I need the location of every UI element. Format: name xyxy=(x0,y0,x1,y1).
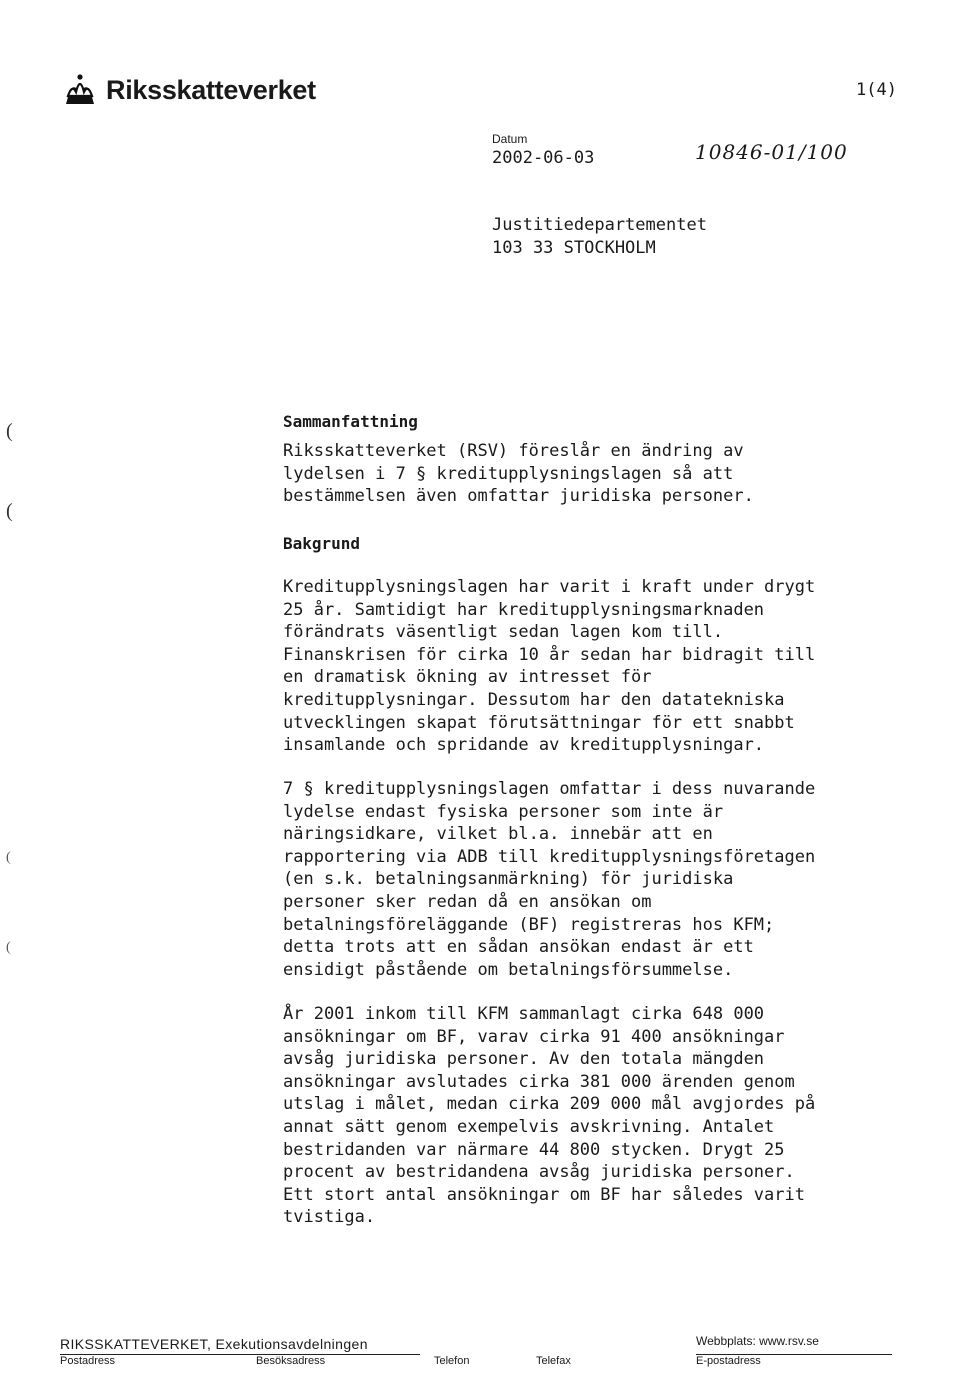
handwritten-reference: 10846-01/100 xyxy=(695,140,848,164)
crown-icon xyxy=(60,72,100,108)
footer-epostadress-label: E-postadress xyxy=(696,1355,761,1367)
footer-title: RIKSSKATTEVERKET, Exekutionsavdelningen xyxy=(60,1336,368,1352)
logo xyxy=(60,72,316,108)
margin-bracket: ( xyxy=(6,500,13,522)
margin-bracket: ( xyxy=(6,940,11,955)
margin-bracket: ( xyxy=(6,850,11,865)
date-value: 2002-06-03 xyxy=(492,148,595,168)
recipient-name: Justitiedepartementet xyxy=(492,215,707,235)
footer-website: Webbplats: www.rsv.se xyxy=(696,1334,819,1348)
date-label: Datum xyxy=(492,132,528,146)
footer-telefax-label: Telefax xyxy=(536,1355,571,1367)
margin-bracket: ( xyxy=(6,420,13,442)
page-number: 1(4) xyxy=(856,80,897,100)
background-paragraph-3: År 2001 inkom till KFM sammanlagt cirka 648 000 ansökningar om BF, varav cirka 91 400 ansökningar avsåg juridiska personer. Av den totala mängden ansökningar avslutades cirka 381 000 ärenden genom utslag i målet, medan cirka 209 000 mål avgjordes på annat sätt genom exempelvis avskrivning. Antalet bestridanden var närmare 44 800 stycken. Drygt 25 procent av bestridandena avsåg juridiska personer. Ett stort antal ansökningar om BF har således varit tvistiga. xyxy=(283,1004,816,1228)
summary-heading: Sammanfattning xyxy=(283,412,418,431)
recipient-city: 103 33 STOCKHOLM xyxy=(492,238,656,258)
logo-text: Riksskatteverket xyxy=(106,74,316,105)
footer-postadress-label: Postadress xyxy=(60,1355,116,1367)
footer-besoksadress-label: Besöksadress xyxy=(256,1355,326,1367)
summary-text: Riksskatteverket (RSV) föreslår en ändring av lydelsen i 7 § kreditupplysningslagen så att bestämmelsen även omfattar juridiska personer. xyxy=(283,441,754,507)
background-heading: Bakgrund xyxy=(283,534,361,553)
recipient-address xyxy=(492,214,707,260)
background-paragraph-2: 7 § kreditupplysningslagen omfattar i dess nuvarande lydelse endast fysiska personer som inte är näringsidkare, vilket bl.a. innebär att en rapportering via ADB till kreditupplysningsföretagen (en s.k. betalningsanmärkning) för juridiska personer sker redan då en ansökan om betalningsföreläggande (BF) registreras hos KFM; detta trots att en sådan ansökan endast är ett ensidigt påstående om betalningsförsummelse. xyxy=(283,779,816,980)
footer-telefon-label: Telefon xyxy=(434,1355,470,1367)
background-paragraph-1: Kreditupplysningslagen har varit i kraft under drygt 25 år. Samtidigt har kreditupplysningsmarknaden förändrats väsentligt sedan lagen kom till. Finanskrisen för cirka 10 år sedan har bidragit till en dramatisk ökning av intresset för kreditupplysningar. Dessutom har den datatekniska utvecklingen skapat förutsättningar för ett snabbt insamlande och spridande av kreditupplysningar. xyxy=(283,577,816,756)
footer xyxy=(60,1334,940,1367)
